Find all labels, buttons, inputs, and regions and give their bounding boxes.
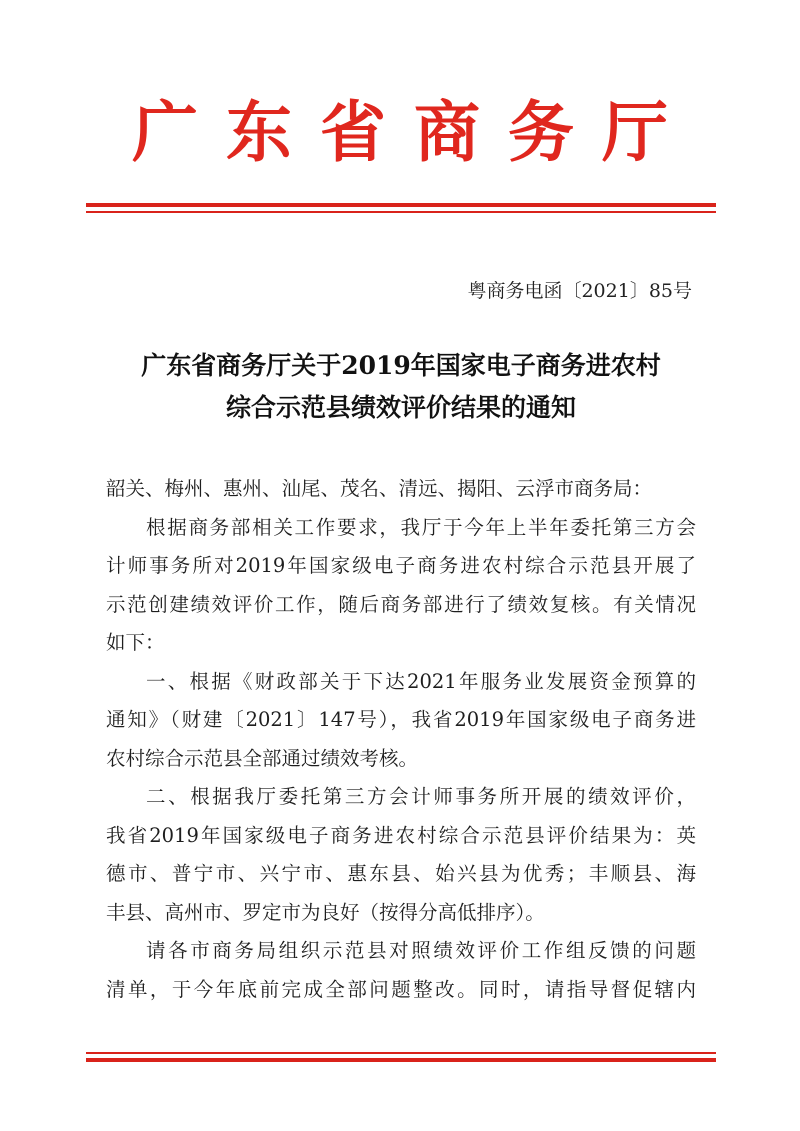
masthead-title: 广东省商务厅 xyxy=(132,93,696,171)
paragraph-1-line-3: 示范创建绩效评价工作，随后商务部进行了绩效复核。有关情况 xyxy=(106,592,696,616)
paragraph-2-line-2: 通知》（财建〔2021〕147号），我省2019年国家级电子商务进 xyxy=(106,708,696,731)
footer-rule-thick xyxy=(86,1058,716,1062)
salutation: 韶关、梅州、惠州、汕尾、茂名、清远、揭阳、云浮市商务局： xyxy=(106,477,653,500)
paragraph-3-line-3: 德市、普宁市、兴宁市、惠东县、始兴县为优秀；丰顺县、海 xyxy=(106,862,696,885)
title-line-1: 广东省商务厅关于2019年国家电子商务进农村 xyxy=(141,351,661,380)
paragraph-3-line-4: 丰县、高州市、罗定市为良好（按得分高低排序）。 xyxy=(106,900,545,924)
paragraph-3-line-2: 我省2019年国家级电子商务进农村综合示范县评价结果为：英 xyxy=(106,823,696,847)
paragraph-2-line-3: 农村综合示范县全部通过绩效考核。 xyxy=(106,746,419,770)
footer-rule-thin xyxy=(86,1052,716,1054)
document-number: 粤商务电函〔2021〕85号 xyxy=(467,280,692,302)
header-rule-thin xyxy=(86,211,716,213)
paragraph-1-line-4: 如下： xyxy=(106,631,165,654)
document-body xyxy=(106,470,696,1009)
paragraph-4-line-2: 清单，于今年底前完成全部问题整改。同时，请指导督促辖内 xyxy=(106,977,696,1001)
title-line-2: 综合示范县绩效评价结果的通知 xyxy=(225,393,576,422)
document-title xyxy=(86,345,716,429)
paragraph-1-line-1: 根据商务部相关工作要求，我厅于今年上半年委托第三方会 xyxy=(146,515,696,539)
paragraph-3-line-1: 二、根据我厅委托第三方会计师事务所开展的绩效评价， xyxy=(146,785,696,808)
paragraph-1-line-2: 计师事务所对2019年国家级电子商务进农村综合示范县开展了 xyxy=(106,554,696,577)
header-rule-thick xyxy=(86,203,716,207)
paragraph-4-line-1: 请各市商务局组织示范县对照绩效评价工作组反馈的问题 xyxy=(146,939,696,962)
paragraph-2-line-1: 一、根据《财政部关于下达2021年服务业发展资金预算的 xyxy=(146,669,696,693)
